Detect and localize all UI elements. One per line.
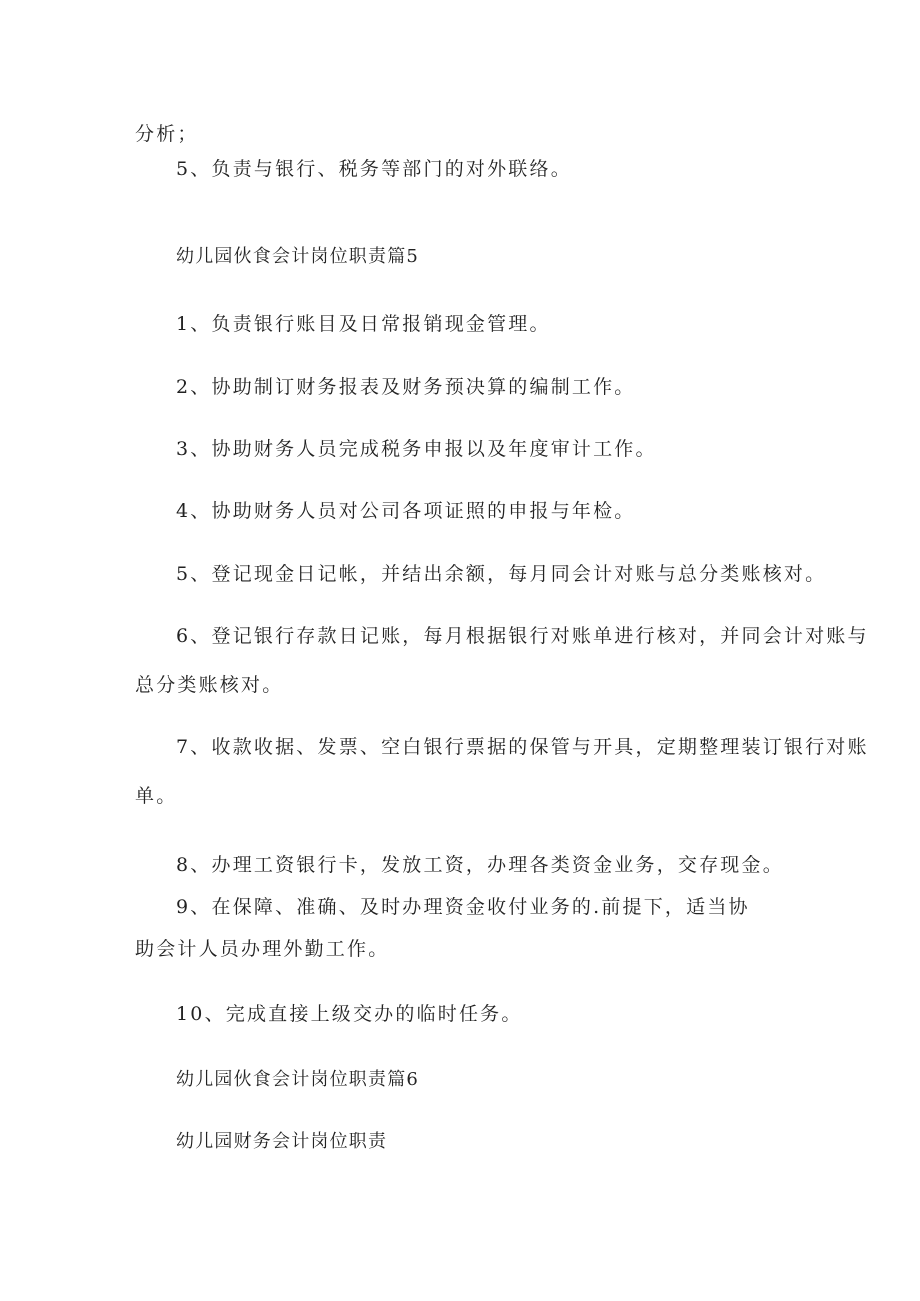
list-item: 9、在保障、准确、及时办理资金收付业务的.前提下，适当协 bbox=[176, 896, 750, 918]
list-item: 2、协助制订财务报表及财务预决算的编制工作。 bbox=[176, 376, 636, 398]
list-item: 5、负责与银行、税务等部门的对外联络。 bbox=[176, 158, 572, 180]
list-item: 4、协助财务人员对公司各项证照的申报与年检。 bbox=[176, 500, 636, 522]
list-item: 6、登记银行存款日记账，每月根据银行对账单进行核对，并同会计对账与 bbox=[176, 625, 869, 647]
text-line: 分析； bbox=[135, 123, 199, 145]
list-item-continuation: 单。 bbox=[135, 785, 178, 807]
section-heading: 幼儿园伙食会计岗位职责篇6 bbox=[176, 1069, 420, 1090]
section-heading: 幼儿园财务会计岗位职责 bbox=[176, 1131, 388, 1152]
list-item: 3、协助财务人员完成税务申报以及年度审计工作。 bbox=[176, 438, 657, 460]
list-item-continuation: 总分类账核对。 bbox=[135, 674, 284, 696]
list-item: 8、办理工资银行卡，发放工资，办理各类资金业务，交存现金。 bbox=[176, 854, 784, 876]
list-item: 10、完成直接上级交办的临时任务。 bbox=[176, 1003, 523, 1025]
list-item: 1、负责银行账目及日常报销现金管理。 bbox=[176, 313, 551, 335]
list-item: 5、登记现金日记帐，并结出余额，每月同会计对账与总分类账核对。 bbox=[176, 563, 827, 585]
list-item: 7、收款收据、发票、空白银行票据的保管与开具，定期整理装订银行对账 bbox=[176, 736, 869, 758]
list-item-continuation: 助会计人员办理外勤工作。 bbox=[135, 938, 390, 960]
section-heading: 幼儿园伙食会计岗位职责篇5 bbox=[176, 246, 420, 267]
